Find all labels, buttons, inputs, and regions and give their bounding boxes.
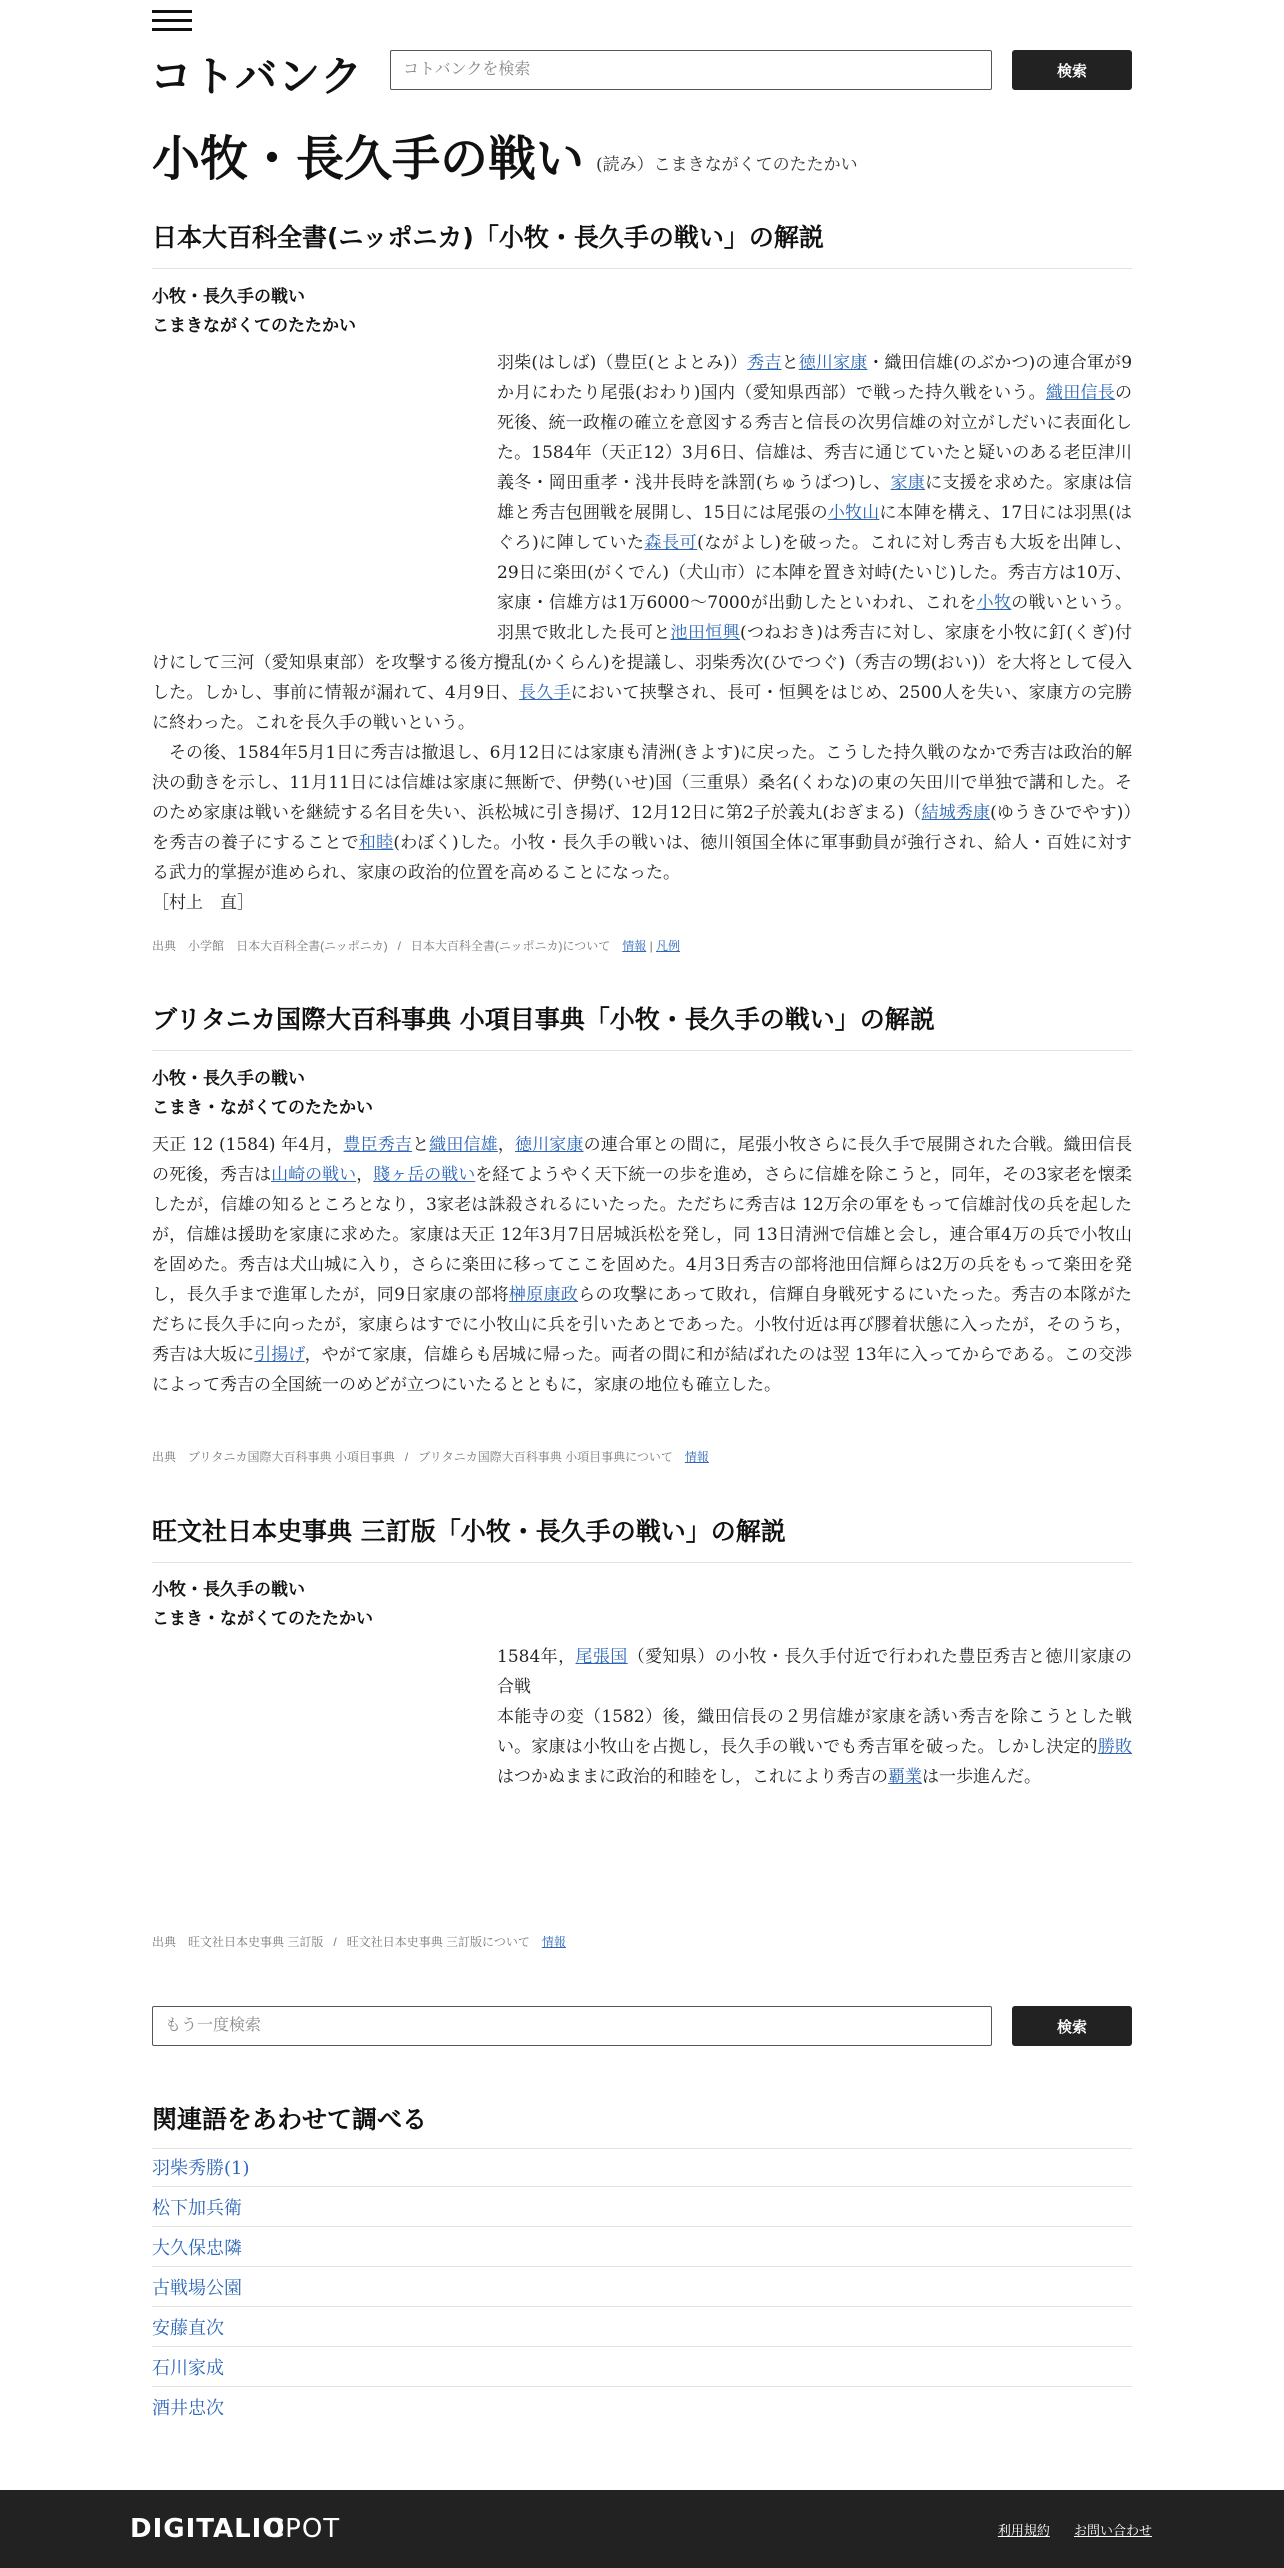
author: ［村上 直］ — [152, 893, 254, 913]
terms-link[interactable]: 利用規約 — [997, 2524, 1050, 2539]
info-link[interactable]: 情報 — [622, 939, 647, 953]
dictionary-name: 旺文社日本史事典 三訂版 — [152, 1517, 436, 1546]
section-heading-suffix: 「小牧・長久手の戦い」の解説 — [584, 1005, 935, 1034]
entry-headword — [152, 283, 356, 341]
section-heading-suffix: 「小牧・長久手の戦い」の解説 — [435, 1517, 786, 1546]
link-nagakute[interactable]: 長久手 — [518, 683, 571, 703]
site-logo[interactable]: コトバンク — [150, 52, 364, 101]
list-item — [152, 2267, 1132, 2307]
related-link[interactable]: 酒井忠次 — [152, 2398, 224, 2419]
paragraph-2: その後、1584年5月1日に秀吉は撤退し、6月12日には家康も清洲(きよす)に戻った。こうした持久戦のなかで秀吉は政治的解決の動きを示し、11月11日には信雄は家康に無断で、伊勢(いせ)国（三重県）桑名(くわな)の東の矢田川で単独で講和した。そのため家康は戦いを継続する名目を失い、浜松城に引き揚げ、12月12日に第2子於義丸(おぎまる)（結城秀康(ゆうきひでやす)）を秀吉の養子にすることで和睦(わぼく)した。小牧・長久手の戦いは、徳川領国全体に軍事動員が強行され、給人・百姓に対する武力的掌握が進められ、家康の政治的位置を高めることになった。 — [152, 743, 1132, 883]
bottom-search-input[interactable] — [152, 2006, 992, 2046]
headword: 小牧・長久手の戦い — [152, 287, 305, 307]
legend-link[interactable]: 凡例 — [656, 939, 681, 953]
footer-logo-cpot[interactable]: CPOT — [266, 2514, 341, 2544]
link-komakiyama[interactable]: 小牧山 — [827, 503, 880, 523]
entry-body-obunsha — [152, 1642, 1132, 1792]
link-owari-province[interactable]: 尾張国 — [575, 1647, 628, 1667]
bottom-search-button[interactable]: 検索 — [1012, 2006, 1132, 2046]
link-komaki[interactable]: 小牧 — [976, 593, 1012, 613]
link-oda-nobukatsu[interactable]: 織田信雄 — [429, 1135, 498, 1155]
footer — [0, 2490, 1284, 2568]
dictionary-name: 日本大百科全書(ニッポニカ) — [152, 223, 474, 252]
paragraph-2: 本能寺の変（1582）後，織田信長の２男信雄が家康を誘い秀吉を除こうとした戦い。家康は小牧山を占拠し，長久手の戦いでも秀吉軍を破った。しかし決定的勝敗はつかぬままに政治的和睦をし，これにより秀吉の覇業は一歩進んだ。 — [497, 1707, 1133, 1787]
link-sakakibara-yasumasa[interactable]: 榊原康政 — [508, 1285, 579, 1305]
related-link[interactable]: 石川家成 — [152, 2357, 224, 2379]
link-hikiage[interactable]: 引揚げ — [254, 1345, 305, 1365]
source-line-britannica: 出典 ブリタニカ国際大百科事典 小項目事典 / ブリタニカ国際大百科事典 小項目事典について 情報 — [152, 1450, 709, 1464]
section-heading-nipponica — [152, 218, 1132, 269]
related-link[interactable]: 松下加兵衛 — [152, 2197, 242, 2219]
footer-logo-digitalio[interactable]: DIGITALIO — [130, 2514, 286, 2544]
list-item — [152, 2147, 1132, 2187]
list-item — [152, 2347, 1132, 2387]
list-item — [152, 2187, 1132, 2227]
link-mori-nagayoshi[interactable]: 森長可 — [644, 533, 698, 553]
link-yamazaki-battle[interactable]: 山崎の戦い — [271, 1165, 357, 1185]
link-tokugawa-ieyasu[interactable]: 徳川家康 — [798, 353, 868, 373]
link-oda-nobunaga[interactable]: 織田信長 — [1045, 383, 1116, 403]
page-title-reading: (読み）こまきながくてのたたかい — [596, 155, 858, 175]
link-ikeda-tsuneoki[interactable]: 池田恒興 — [670, 623, 740, 643]
page-title: 小牧・長久手の戦い — [152, 131, 585, 187]
headword: 小牧・長久手の戦い — [152, 1069, 305, 1089]
link-ieyasu[interactable]: 家康 — [890, 473, 926, 493]
related-link[interactable]: 羽柴秀勝(1) — [152, 2157, 250, 2179]
link-yuki-hideyasu[interactable]: 結城秀康 — [921, 803, 991, 823]
headword-reading: こまきながくてのたたかい — [152, 316, 356, 336]
menu-icon[interactable] — [152, 10, 192, 32]
search-button[interactable]: 検索 — [1012, 50, 1132, 90]
entry-headword — [152, 1065, 373, 1123]
headword: 小牧・長久手の戦い — [152, 1580, 305, 1600]
related-list — [152, 2147, 1132, 2427]
list-item — [152, 2227, 1132, 2267]
link-toyotomi-hideyoshi[interactable]: 豊臣秀吉 — [343, 1135, 413, 1155]
footer-links — [978, 2520, 1152, 2539]
entry-headword — [152, 1576, 373, 1634]
link-shohai[interactable]: 勝敗 — [1097, 1737, 1133, 1757]
entry-body-britannica — [152, 1130, 1132, 1400]
paragraph-1: 羽柴(はしば)（豊臣(とよとみ)）秀吉と徳川家康・織田信雄(のぶかつ)の連合軍が9か月にわたり尾張(おわり)国内（愛知県西部）で戦った持久戦をいう。織田信長の死後、統一政権の確立を意図する秀吉と信長の次男信雄の対立がしだいに表面化した。1584年（天正12）3月6日、信雄は、秀吉に通じていたと疑いのある老臣津川義冬・岡田重孝・浅井長時を誅罰(ちゅうばつ)し、家康に支援を求めた。家康は信雄と秀吉包囲戦を展開し、15日には尾張の小牧山に本陣を構え、17日には羽黒(はぐろ)に陣していた森長可(ながよし)を破った。これに対し秀吉も大坂を出陣し、29日に楽田(がくでん)（犬山市）に本陣を置き対峙(たいじ)した。秀吉方は10万、家康・信雄方は1万6000～7000が出動したといわれ、これを小牧の戦いという。羽黒で敗北した長可と池田恒興(つねおき)は秀吉に対し、家康を小牧に釘(くぎ)付けにして三河（愛知県東部）を攻撃する後方攪乱(かくらん)を提議し、羽柴秀次(ひでつぐ)（秀吉の甥(おい)）を大将として侵入した。しかし、事前に情報が漏れて、4月9日、長久手において挟撃され、長可・恒興をはじめ、2500人を失い、家康方の完勝に終わった。これを長久手の戦いという。 — [152, 353, 1133, 733]
search-input[interactable] — [390, 50, 992, 90]
link-hagyo[interactable]: 覇業 — [888, 1767, 922, 1787]
headword-reading: こまき・ながくてのたたかい — [152, 1098, 373, 1118]
list-item — [152, 2307, 1132, 2347]
related-heading: 関連語をあわせて調べる — [152, 2100, 1132, 2149]
link-hideyoshi[interactable]: 秀吉 — [747, 353, 782, 373]
headword-reading: こまき・ながくてのたたかい — [152, 1609, 373, 1629]
paragraph-1: 天正 12 (1584) 年4月，豊臣秀吉と織田信雄，徳川家康の連合軍との間に，尾張小牧さらに長久手で展開された合戦。織田信長の死後，秀吉は山崎の戦い，賤ヶ岳の戦いを経てようやく天下統一の歩を進め，さらに信雄を除こうと，同年，その3家老を懐柔したが，信雄の知るところとなり，3家老は誅殺されるにいたった。ただちに秀吉は 12万余の軍をもって信雄討伐の兵を起したが，信雄は援助を家康に求めた。家康は天正 12年3月7日居城浜松を発し，同 13日清洲で信雄と会し，連合軍4万の兵で小牧山を固めた。秀吉は犬山城に入り，さらに楽田に移ってここを固めた。4月3日秀吉の部将池田信輝らは2万の兵をもって楽田を発し，長久手まで進軍したが，同9日家康の部将榊原康政らの攻撃にあって敗れ，信輝自身戦死するにいたった。秀吉の本隊がただちに長久手に向ったが，家康らはすでに小牧山に兵を引いたあとであった。小牧付近は再び膠着状態に入ったが，そのうち，秀吉は大坂に引揚げ，やがて家康，信雄らも居城に帰った。両者の間に和が結ばれたのは翌 13年に入ってからである。この交渉によって秀吉の全国統一のめどが立つにいたるとともに，家康の地位も確立した。 — [152, 1135, 1133, 1395]
link-tokugawa-ieyasu[interactable]: 徳川家康 — [515, 1135, 584, 1155]
entry-body-nipponica — [152, 348, 1132, 918]
section-heading-suffix: 「小牧・長久手の戦い」の解説 — [473, 223, 824, 252]
related-link[interactable]: 安藤直次 — [152, 2317, 224, 2339]
info-link[interactable]: 情報 — [541, 1935, 566, 1949]
section-heading-obunsha — [152, 1512, 1132, 1563]
link-waboku[interactable]: 和睦 — [358, 833, 394, 853]
link-shizugatake-battle[interactable]: 賤ヶ岳の戦い — [373, 1165, 476, 1185]
section-heading-britannica — [152, 1000, 1132, 1051]
image-placeholder — [152, 348, 497, 648]
related-link[interactable]: 古戦場公園 — [152, 2277, 242, 2299]
source-line-obunsha: 出典 旺文社日本史事典 三訂版 / 旺文社日本史事典 三訂版について 情報 — [152, 1935, 566, 1949]
info-link[interactable]: 情報 — [684, 1450, 709, 1464]
contact-link[interactable]: お問い合わせ — [1073, 2524, 1152, 2539]
source-line-nipponica: 出典 小学館 日本大百科全書(ニッポニカ) / 日本大百科全書(ニッポニカ)について 情報 | 凡例 — [152, 939, 681, 953]
list-item — [152, 2387, 1132, 2427]
related-link[interactable]: 大久保忠隣 — [152, 2237, 242, 2259]
dictionary-name: ブリタニカ国際大百科事典 小項目事典 — [152, 1005, 585, 1034]
paragraph-1: 1584年，尾張国（愛知県）の小牧・長久手付近で行われた豊臣秀吉と徳川家康の合戦 — [497, 1647, 1133, 1697]
